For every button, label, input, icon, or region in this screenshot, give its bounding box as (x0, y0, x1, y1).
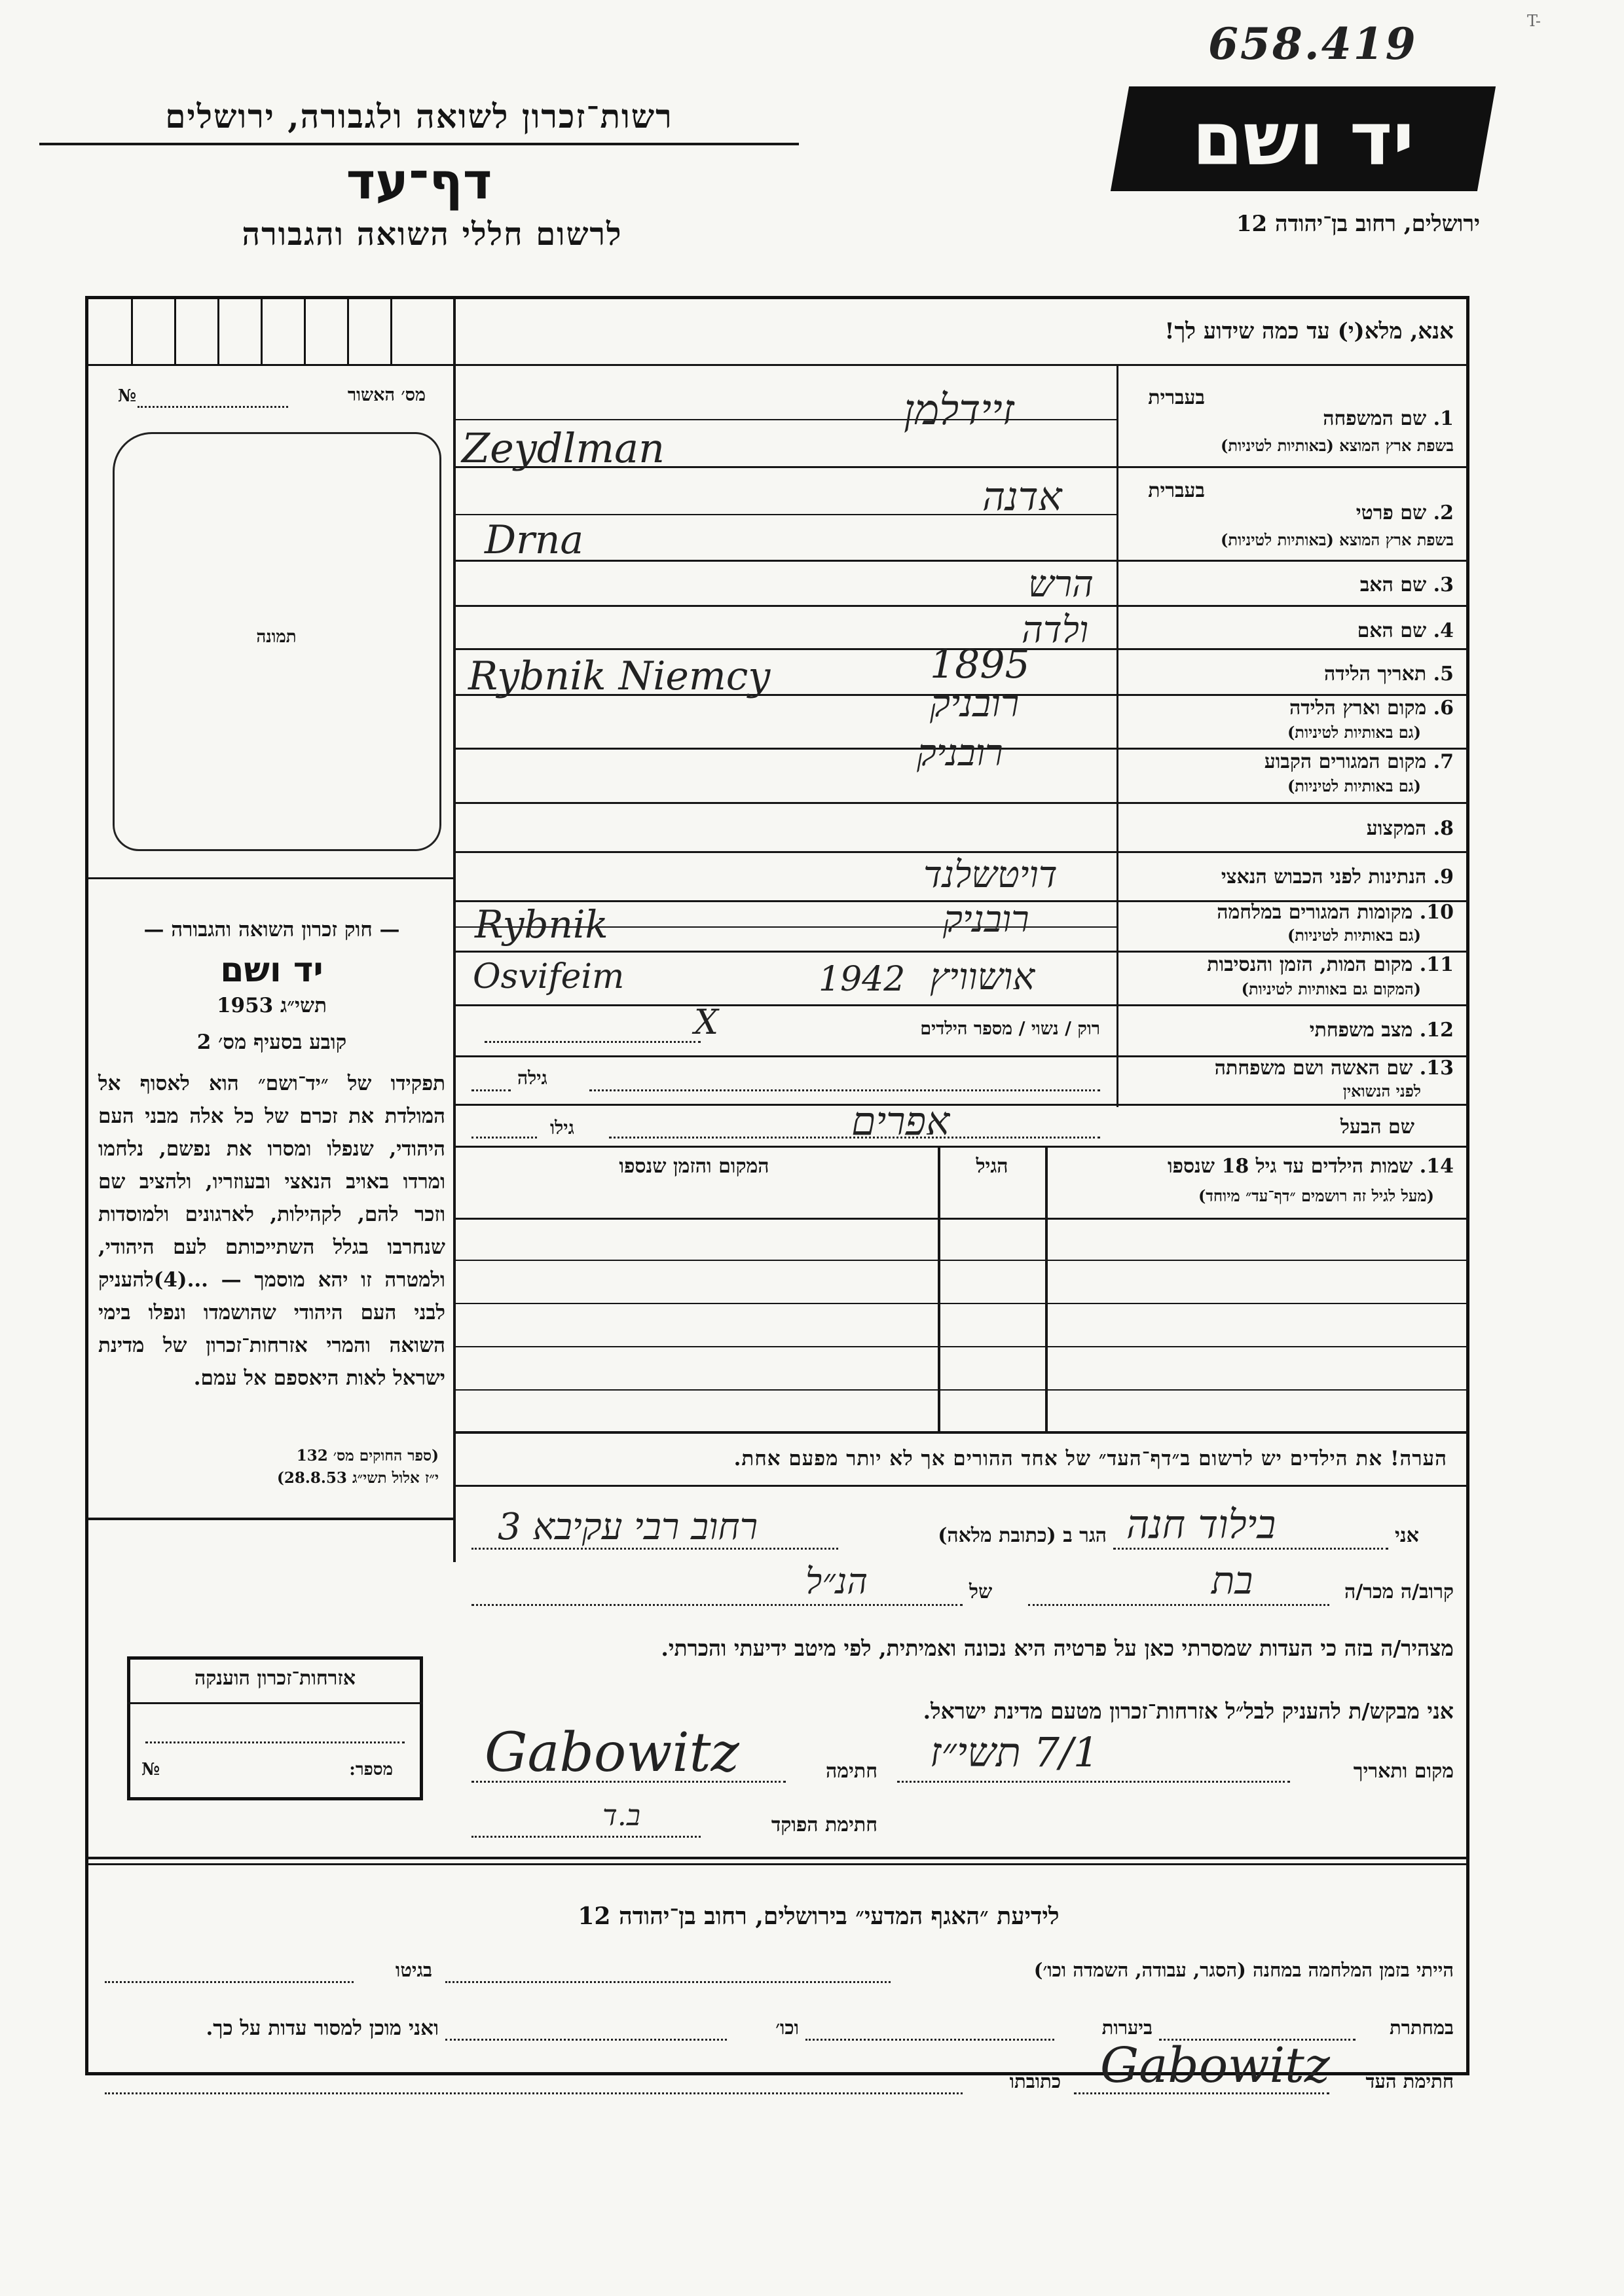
children-row-2 (456, 1303, 1468, 1304)
form-title: דף־עד (346, 152, 492, 210)
number-cells (88, 299, 453, 366)
official-label: חתימת הפוקד (771, 1813, 877, 1836)
f4-label: 4. שם האם (1357, 619, 1454, 642)
f14-label: 14. שמות הילדים עד גיל 18 שנספו (1167, 1155, 1454, 1178)
f1-sub: בשפת ארץ המוצא (באותיות לטיניות) (1221, 436, 1454, 455)
address-value[interactable]: רחוב רבי עקיבא 3 (498, 1506, 758, 1548)
place-date-value[interactable]: 7/1 תשי״ז (930, 1728, 1099, 1776)
citizenship-number-label: מספר: (349, 1760, 393, 1779)
f9-label: 9. הנתינות לפני הכבוש הנאצי (1221, 866, 1454, 888)
children-row-4 (456, 1389, 1468, 1391)
f10-label: 10. מקומות המגורים במלחמה (1217, 901, 1454, 924)
law-year-num: 1953 (216, 994, 274, 1017)
decl-i-label: אני (1395, 1524, 1419, 1547)
f13-sub: לפני הנשואין (1342, 1082, 1421, 1101)
corner-mark: T- (1527, 12, 1541, 30)
footer-line3-b: כתובתו (1009, 2070, 1061, 2092)
husband-age-label: גילו (550, 1117, 574, 1139)
witness-name[interactable]: בילוד חנה (1126, 1502, 1276, 1548)
f1-label: 1. שם המשפחה (1323, 407, 1454, 430)
f13-label: 13. שם האשה ושם משפחתה (1214, 1057, 1454, 1080)
relation-value[interactable]: בת (1211, 1558, 1253, 1603)
f8-label: 8. המקצוע (1366, 817, 1454, 840)
citizenship-box-line[interactable] (145, 1741, 405, 1743)
law-ref-2: י״ז אלול תשי״ג 28.8.53) (277, 1469, 439, 1487)
official-value[interactable]: ב.ד (602, 1799, 640, 1832)
children-col-divider-1 (938, 1146, 940, 1434)
husband-value[interactable]: אפרים (851, 1099, 950, 1144)
instruction: אנא, מלא(י) עד כמה שידוע לך! (1164, 318, 1454, 344)
note: הערה! את הילדים יש לרשום ב״דף־העד״ של אחד ההורים אך לא יותר מפעם אחת. (733, 1447, 1447, 1470)
witness-address-field[interactable] (105, 2092, 963, 2094)
approval-field[interactable] (138, 406, 288, 408)
row-rule-2 (456, 560, 1468, 562)
row-rule-14 (456, 1146, 1468, 1148)
footer-line3-a: חתימת העד (1365, 2070, 1454, 2092)
f11-label: 11. מקום המות, הזמן והנסיבות (1207, 953, 1454, 976)
f14-sub: (מעל לגיל זה רושמים ״דף־עד״ מיוחד) (1198, 1186, 1434, 1205)
citizenship-no: № (141, 1760, 160, 1779)
camp-field[interactable] (445, 1981, 891, 1983)
of-value[interactable]: הנ״ל (805, 1561, 868, 1602)
document-number: 658.419 (1208, 18, 1418, 69)
children-row-1 (456, 1260, 1468, 1261)
address-field[interactable] (471, 1548, 838, 1550)
witness-name-field[interactable] (1113, 1548, 1388, 1550)
children-table-header-rule (456, 1218, 1468, 1220)
f2-label: 2. שם פרטי (1356, 501, 1454, 524)
approval-label: מס׳ האשור (347, 385, 426, 405)
law-clause: קובע בסעיף מס׳ 2 (196, 1030, 347, 1054)
footer-line1-b: בגיטו (395, 1959, 432, 1981)
f9-value[interactable]: דויטשלנד (923, 854, 1058, 896)
husband-label: שם הבעל (1340, 1116, 1414, 1139)
law-name: יד ושם (220, 951, 323, 990)
f11-sub: (המקום גם באותיות לטיניות) (1241, 979, 1421, 998)
signature-field[interactable] (471, 1781, 786, 1783)
f1-hebrew-tag: בעברית (1148, 386, 1205, 409)
f10-value-lat[interactable]: Rybnik (475, 902, 608, 947)
place-date-label: מקום ותאריך (1353, 1760, 1454, 1783)
law-top-rule (88, 877, 453, 879)
f11-value-he[interactable]: אושוויץ (930, 956, 1035, 998)
f6-value-lat[interactable]: Rybnik Niemcy (468, 653, 771, 699)
f12-value[interactable]: X (694, 1003, 719, 1042)
f10-value-he[interactable]: רובניק (943, 898, 1029, 941)
f11-value-year[interactable]: 1942 (819, 960, 906, 999)
official-field[interactable] (471, 1836, 701, 1838)
left-panel-divider (453, 299, 456, 1562)
footer-line3-value[interactable]: Gabowitz (1100, 2037, 1330, 2094)
left-panel-bottom (88, 1518, 456, 1520)
forests-field[interactable] (805, 2039, 1054, 2041)
label-column-divider (1116, 364, 1118, 1107)
photo-label: תמונה (256, 627, 297, 647)
footer-divider-1 (88, 1857, 1467, 1859)
row-rule-13 (456, 1104, 1468, 1106)
signature-label: חתימה (826, 1760, 877, 1783)
children-col-divider-2 (1045, 1146, 1048, 1434)
f2-hebrew-tag: בעברית (1148, 479, 1205, 502)
footer-line1-a: הייתי בזמן המלחמה במחנה (הסגר, עבודה, השמדה וכו׳) (1033, 1959, 1454, 1981)
f2-value-he[interactable]: אדנה (982, 474, 1062, 520)
children-table-bottom (456, 1431, 1468, 1434)
husband-field[interactable] (609, 1137, 1100, 1139)
footer-line2-c: וכו׳ (775, 2016, 799, 2039)
f13-age-label: גילה (517, 1067, 547, 1089)
law-text: תפקידו של ״יד־ושם״ הוא לאסוף אל המולדת את זכרם של כל אלה מבני העם היהודי, שנפלו ומסרו את נפשם, נלחמו ומרדו באויב הנאצי ובעוזריו, ולהציב שם וזכר להם, לקהילות, לארגונים ולמוסדות שנחרבו בגלל השתייכותם לעם היהודי, ולמטרה זו יהא מוסמך — ...(4)להעניק לבני העם היהודי שהושמדו ונפלו בימי השואה והמרי אזרחות־זכרון של מדינת ישראל לאות היאספם אל עמם. (98, 1072, 445, 1390)
f14-col-age: הגיל (976, 1155, 1008, 1178)
f7-sub: (גם באותיות לטיניות) (1287, 776, 1421, 795)
request: אני מבקש/ת להעניק לבל״ל אזרחות־זכרון מטעם מדינת ישראל. (923, 1698, 1454, 1724)
place-date-field[interactable] (897, 1781, 1290, 1783)
f11-value-lat[interactable]: Osvifeim (473, 957, 625, 996)
f1-value-he[interactable]: זיידלמן (904, 386, 1014, 435)
f1-split (456, 419, 1117, 420)
law-ref-1: (ספר החוקים מס׳ 132 (296, 1447, 439, 1465)
row-rule-7 (456, 802, 1468, 804)
citizenship-box-rule (127, 1702, 423, 1704)
footer-line2-a: במחתרת (1390, 2016, 1454, 2039)
relation-field[interactable] (1028, 1604, 1329, 1606)
law-year (105, 994, 439, 1017)
row-rule-11 (456, 1004, 1468, 1006)
f7-label: 7. מקום המגורים הקבוע (1264, 750, 1454, 773)
footer-line2-b: ביערות (1101, 2016, 1153, 2039)
husband-age-field[interactable] (471, 1137, 537, 1139)
address: ירושלים, רחוב בן־יהודה 12 (1236, 211, 1480, 237)
children-row-3 (456, 1346, 1468, 1347)
row-rule-3 (456, 605, 1468, 607)
witness-signature-field[interactable] (1074, 2092, 1329, 2094)
f5-label: 5. תאריך הלידה (1324, 663, 1454, 685)
approval-no-label: № (118, 386, 137, 406)
statement: מצהיר/ה בזה כי העדות שמסרתי כאן על פרטיה היא נכונה ואמיתית, לפי מיטב ידיעתי והכרתי. (661, 1635, 1454, 1661)
of-field[interactable] (471, 1604, 963, 1606)
org-line: רשות־זכרון לשואה ולגבורה, ירושלים (165, 97, 673, 136)
f14-col-place: המקום והזמן שנספו (619, 1155, 769, 1178)
law-year-he: תשי״ג (280, 994, 327, 1017)
citizenship-box-title: אזרחות־זכרון הוענקה (194, 1667, 356, 1690)
f7-value[interactable]: רובניק (917, 732, 1003, 774)
f6-value-he[interactable]: רובניק (930, 681, 1020, 725)
f13-name-field[interactable] (589, 1089, 1100, 1091)
etc-field[interactable] (445, 2039, 727, 2041)
resides-label: הגר ב (כתובת מלאה) (938, 1524, 1107, 1547)
f13-age-field[interactable] (471, 1089, 511, 1091)
f12-field[interactable] (485, 1041, 701, 1043)
f5-value[interactable]: 1895 (930, 642, 1030, 687)
footer-divider-2 (88, 1863, 1467, 1865)
f10-sub: (גם באותיות לטיניות) (1287, 926, 1421, 945)
instruction-divider (456, 364, 1468, 366)
org-underline (39, 143, 799, 145)
footer-line2-d: ואני מוכן למסור עדות על כך. (206, 2016, 439, 2040)
note-rule (456, 1485, 1468, 1487)
form-subtitle: לרשום חללי השואה והגבורה (242, 216, 623, 253)
footer-title: לידיעת ״האגף המדעי״ בירושלים, רחוב בן־יהודה 12 (578, 1903, 1060, 1930)
ghetto-field[interactable] (105, 1981, 354, 1983)
f2-sub: בשפת ארץ המוצא (באותיות לטיניות) (1221, 530, 1454, 549)
f2-value-lat[interactable]: Drna (485, 517, 584, 563)
row-rule-10 (456, 951, 1468, 953)
relative-label: קרוב/ה מכר/ה (1344, 1580, 1454, 1603)
f12-options[interactable]: רוק / נשוי / מספר הילדים (920, 1019, 1100, 1039)
law-heading: — חוק זכרון השואה והגבורה — (143, 918, 400, 941)
f3-value[interactable]: הרש (1028, 563, 1094, 606)
of-label: של (969, 1580, 993, 1603)
row-rule-8 (456, 851, 1468, 853)
f1-value-lat[interactable]: Zeydlman (462, 424, 665, 472)
f6-sub: (גם באותיות לטיניות) (1287, 723, 1421, 742)
f4-value[interactable]: ולדה (1022, 609, 1089, 651)
f3-label: 3. שם האב (1359, 574, 1454, 596)
f12-label: 12. מצב משפחתי (1309, 1019, 1454, 1042)
f6-label: 6. מקום וארץ הלידה (1289, 697, 1454, 720)
logo-text: יד ושם (1192, 97, 1414, 182)
signature-value[interactable]: Gabowitz (485, 1722, 739, 1784)
